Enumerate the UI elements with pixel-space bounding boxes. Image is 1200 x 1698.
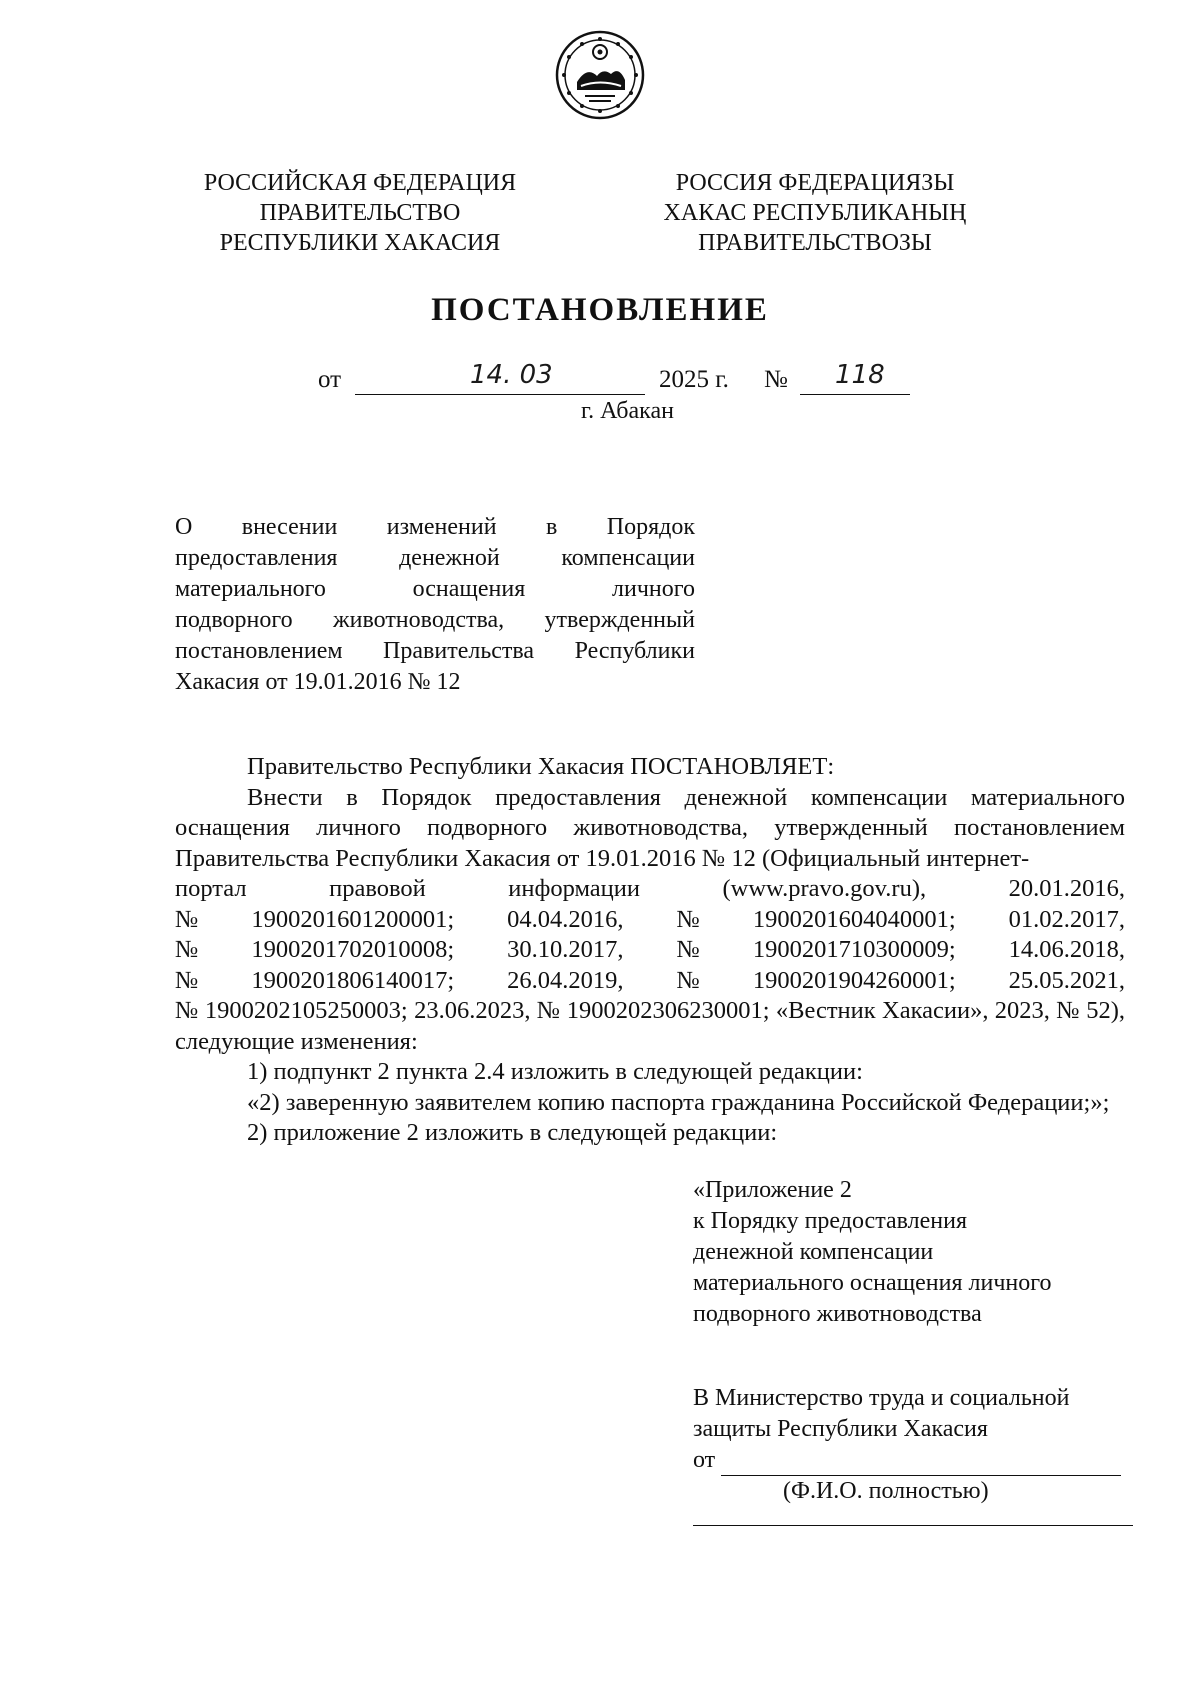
header-russian <box>150 168 570 258</box>
handwritten-date: 14. 03 <box>470 360 553 390</box>
ref-cell: № <box>175 905 199 933</box>
ref-cell: портал <box>175 875 247 902</box>
fio-caption: (Ф.И.О. полностью) <box>783 1478 989 1504</box>
ref-cell: № <box>676 966 700 994</box>
ref-cell: 1900201604040001; <box>752 905 956 933</box>
ref-cell: 25.05.2021, <box>1008 966 1125 994</box>
header-left-line: РЕСПУБЛИКИ ХАКАСИЯ <box>219 230 501 256</box>
number-sign: № <box>764 366 788 393</box>
ministry-line: защиты Республики Хакасия <box>693 1416 988 1442</box>
header-left-line: ПРАВИТЕЛЬСТВО <box>259 200 461 226</box>
subject-line: постановлением Правительства Республики <box>175 638 695 664</box>
appendix-line: к Порядку предоставления <box>693 1208 968 1234</box>
date-year: 2025 г. <box>659 366 729 393</box>
ministry-addressee <box>693 1383 1121 1507</box>
ref-cell: 1900201904260001; <box>752 966 956 994</box>
subject-line: Хакасия от 19.01.2016 № 12 <box>175 669 461 695</box>
header-khakas <box>605 168 1025 258</box>
from-row <box>693 1445 1121 1476</box>
ref-cell: 14.06.2018, <box>1008 936 1125 963</box>
city: г. Абакан <box>581 398 674 424</box>
header-right-line: ХАКАС РЕСПУБЛИКАНЫҢ <box>663 200 967 226</box>
document-type-title: ПОСТАНОВЛЕНИЕ <box>431 292 769 328</box>
appendix-line: «Приложение 2 <box>693 1177 852 1203</box>
ref-cell: № <box>175 936 199 963</box>
ref-cell: 1900201710300009; <box>752 936 956 963</box>
refs-row <box>175 966 1125 997</box>
appendix-line: материального оснащения личного <box>693 1270 1052 1296</box>
ref-cell: 1900201702010008; <box>251 936 455 963</box>
intro-paragraph: Внести в Порядок предоставления денежной компенсации материального оснащения личного подворного животноводства, утвержденный постановлением Правительства Республики Хакасия от 19.01.2016 № 12 (Официальный интернет- <box>175 783 1125 872</box>
ref-cell: информации <box>508 875 640 902</box>
subject-block <box>175 512 695 698</box>
item-1-quote: «2) заверенную заявителем копию паспорта гражданина Российской Федерации;»; <box>247 1088 1110 1116</box>
appendix-line: денежной компенсации <box>693 1239 934 1265</box>
ref-cell: № <box>676 905 700 933</box>
blank-signature-line <box>693 1525 1133 1526</box>
ref-cell: № <box>676 936 700 963</box>
fio-input-line <box>721 1451 1121 1476</box>
refs-row <box>175 905 1125 936</box>
resolves-paragraph: Правительство Республики Хакасия ПОСТАНОВЛЯЕТ: <box>247 753 835 780</box>
appendix-heading <box>693 1175 1052 1330</box>
ministry-line: В Министерство труда и социальной <box>693 1385 1070 1411</box>
header-left-line: РОССИЙСКАЯ ФЕДЕРАЦИЯ <box>203 170 517 196</box>
subject-line: материального оснащения личного <box>175 576 695 602</box>
refs-row <box>175 874 1125 905</box>
from-label: от <box>693 1447 716 1473</box>
document-body <box>175 752 1125 1149</box>
header-right-line: РОССИЯ ФЕДЕРАЦИЯЗЫ <box>675 170 955 196</box>
ref-cell: 01.02.2017, <box>1008 905 1125 933</box>
date-prefix: от <box>318 366 342 393</box>
ref-cell: 04.04.2016, <box>507 905 624 933</box>
ref-cell: 30.10.2017, <box>507 936 624 963</box>
item-1: 1) подпункт 2 пункта 2.4 изложить в следующей редакции: <box>247 1058 863 1085</box>
refs-tail: № 1900202105250003; 23.06.2023, № 1900202306230001; «Вестник Хакасии», 2023, № 52), следующие изменения: <box>175 997 1125 1055</box>
item-2: 2) приложение 2 изложить в следующей редакции: <box>247 1119 778 1146</box>
ref-cell: 20.01.2016, <box>1008 875 1125 902</box>
refs-row <box>175 935 1125 966</box>
header-right-line: ПРАВИТЕЛЬСТВОЗЫ <box>698 230 932 256</box>
subject-line: подворного животноводства, утвержденный <box>175 607 695 633</box>
ref-cell: (www.pravo.gov.ru), <box>722 875 927 902</box>
appendix-line: подворного животноводства <box>693 1301 982 1327</box>
coat-of-arms-emblem <box>555 30 645 120</box>
ref-cell: правовой <box>329 875 426 902</box>
ref-cell: 1900201806140017; <box>251 966 455 994</box>
ref-cell: 26.04.2019, <box>507 966 624 994</box>
subject-line: предоставления денежной компенсации <box>175 545 695 571</box>
ref-cell: № <box>175 966 199 994</box>
handwritten-number: 118 <box>835 360 885 390</box>
ref-cell: 1900201601200001; <box>251 905 455 933</box>
subject-line: О внесении изменений в Порядок <box>175 514 695 540</box>
